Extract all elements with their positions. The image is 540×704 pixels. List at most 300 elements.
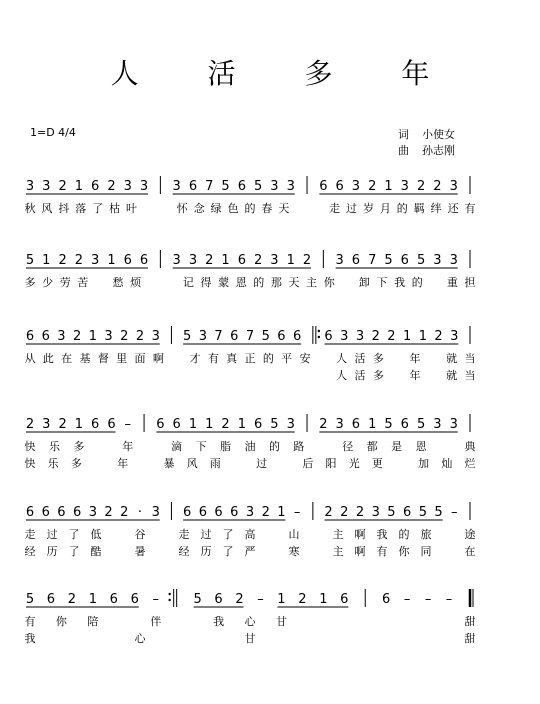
lyric-char: 伴 xyxy=(150,615,162,628)
note: 3 xyxy=(139,179,149,194)
note: 5 xyxy=(418,505,427,520)
note: – xyxy=(445,592,453,607)
note: 2 xyxy=(254,253,263,268)
note: 2 xyxy=(302,253,312,268)
note: 6 xyxy=(123,253,132,268)
lyric-char: 同 xyxy=(420,545,432,558)
lyric-char: 的 xyxy=(244,202,256,215)
lyric-char: 暑 xyxy=(134,545,146,558)
lyric-char: 才 xyxy=(189,352,201,365)
lyric-char: 天 xyxy=(278,202,290,215)
note: 2 xyxy=(221,417,230,432)
note: 2 xyxy=(58,417,67,432)
lyric-char: 劳 xyxy=(59,276,71,289)
lyric-char: 甘 xyxy=(275,615,287,628)
lyric-char: 下 xyxy=(376,276,388,289)
note: 3 xyxy=(270,253,279,268)
lyric-char: 我 xyxy=(213,615,225,628)
notation-system xyxy=(25,502,476,558)
lyric-char: 真 xyxy=(226,352,238,365)
lyric-char: 绊 xyxy=(430,202,442,215)
note: 2 xyxy=(74,253,84,268)
lyric-char: 天 xyxy=(288,276,300,289)
lyric-char: 年 xyxy=(409,369,421,382)
lyric-char: 脂 xyxy=(220,440,232,453)
lyric-char: 少 xyxy=(42,276,54,289)
note: 6 xyxy=(335,179,344,194)
lyric-char: 有 xyxy=(376,545,388,558)
song-title: 人 活 多 年 xyxy=(110,57,460,90)
note: 2 xyxy=(355,505,365,520)
lyric-char: 秋 xyxy=(24,202,36,215)
lyric-char: 了 xyxy=(222,545,234,558)
lyric-char: 多 xyxy=(70,457,82,470)
note: 5 xyxy=(254,179,263,194)
lyric-char: 怀 xyxy=(176,202,188,215)
lyric-char: 安 xyxy=(299,352,311,365)
lyric-char: 了 xyxy=(222,528,234,541)
lyric-char: 心 xyxy=(244,615,256,628)
lyric-char: 我 xyxy=(24,632,36,645)
lyric-char: 过 xyxy=(346,202,358,215)
note: 6 xyxy=(351,417,361,432)
lyric-char: 灿 xyxy=(441,457,453,470)
note: 1 xyxy=(403,329,412,344)
note: 2 xyxy=(107,179,116,194)
lyric-char: 山 xyxy=(288,528,300,541)
lyric-char: 正 xyxy=(244,352,256,365)
lyric-char: 甘 xyxy=(244,632,256,645)
lyric-char: 心 xyxy=(134,632,146,645)
lyric-char: 主 xyxy=(332,528,344,541)
note: 3 xyxy=(340,329,349,344)
lyric-char: 多 xyxy=(372,369,384,382)
note: 6 xyxy=(172,417,181,432)
notation-system xyxy=(25,589,476,645)
note: 3 xyxy=(286,417,295,432)
note: – xyxy=(152,592,159,607)
lyric-char: 加 xyxy=(418,457,430,470)
repeat-dot xyxy=(168,593,170,595)
note: 3 xyxy=(151,505,160,520)
lyric-char: 年 xyxy=(122,440,134,453)
note: 2 xyxy=(104,505,113,520)
lyric-char: 经 xyxy=(178,545,190,558)
note: 3 xyxy=(351,179,361,194)
note: – xyxy=(403,592,411,607)
note: 6 xyxy=(324,329,333,344)
lyric-char: 色 xyxy=(227,202,239,215)
note: 1 xyxy=(418,329,427,344)
notation-system xyxy=(25,414,477,470)
note: 6 xyxy=(41,505,50,520)
note: 2 xyxy=(67,592,77,607)
lyric-char: 陪 xyxy=(87,615,99,628)
lyric-char: 的 xyxy=(411,276,423,289)
lyric-char: 多 xyxy=(372,352,384,365)
note: 6 xyxy=(188,179,198,194)
note: 5 xyxy=(384,253,393,268)
note: 3 xyxy=(172,179,181,194)
lyric-char: 愁 xyxy=(112,276,124,289)
note: 5 xyxy=(193,592,202,607)
note: 1 xyxy=(319,592,328,607)
note: 6 xyxy=(237,253,246,268)
lyric-char: 当 xyxy=(464,352,476,365)
lyric-char: 叶 xyxy=(126,202,138,215)
lyric-char: 重 xyxy=(446,276,458,289)
note: 1 xyxy=(384,179,393,194)
note: 7 xyxy=(245,329,255,344)
lyric-char: 严 xyxy=(244,545,256,558)
lyric-char: 经 xyxy=(24,545,36,558)
lyric-char: 你 xyxy=(398,545,410,558)
notation-system xyxy=(25,250,476,289)
note: 2 xyxy=(25,417,35,432)
note: 3 xyxy=(42,179,51,194)
note: 3 xyxy=(245,505,255,520)
lyric-char: 啊 xyxy=(354,545,366,558)
lyric-char: 烦 xyxy=(130,276,142,289)
note: 1 xyxy=(221,253,230,268)
note: 6 xyxy=(139,253,149,268)
lyric-char: 还 xyxy=(447,202,459,215)
note: 5 xyxy=(221,179,230,194)
lyric-char: 主 xyxy=(306,276,318,289)
note: 1 xyxy=(88,329,97,344)
lyric-char: 的 xyxy=(262,352,274,365)
note: 1 xyxy=(277,505,286,520)
note: 3 xyxy=(286,179,295,194)
note: 3 xyxy=(433,417,442,432)
lyric-char: 典 xyxy=(464,440,476,453)
note: 3 xyxy=(449,179,458,194)
note: 2 xyxy=(319,417,328,432)
lyric-char: 了 xyxy=(68,528,80,541)
note: 1 xyxy=(42,253,51,268)
lyric-char: 督 xyxy=(97,352,109,365)
note: 5 xyxy=(261,329,270,344)
note: 6 xyxy=(230,329,239,344)
note: 1 xyxy=(277,592,286,607)
lyric-char: 有 xyxy=(24,615,36,628)
note: 1 xyxy=(107,253,116,268)
note: 6 xyxy=(73,505,82,520)
note: 1 xyxy=(286,253,295,268)
lyric-char: 担 xyxy=(464,276,476,289)
lyric-char: 甜 xyxy=(464,632,476,645)
lyric-char: 的 xyxy=(398,528,410,541)
lyric-char: 得 xyxy=(200,276,212,289)
note: 7 xyxy=(214,329,223,344)
lyric-char: 油 xyxy=(244,440,256,453)
lyric-char: 春 xyxy=(261,202,273,215)
lyric-char: 路 xyxy=(293,440,305,453)
note: 3 xyxy=(91,253,100,268)
lyric-char: 羁 xyxy=(413,202,425,215)
lyric-char: 年 xyxy=(409,352,421,365)
note: 3 xyxy=(355,329,365,344)
note: 6 xyxy=(91,179,100,194)
lyric-char: 绿 xyxy=(210,202,222,215)
note: 1 xyxy=(88,592,97,607)
note: 6 xyxy=(319,179,328,194)
lyric-char: 多 xyxy=(73,440,85,453)
note: · xyxy=(137,505,143,520)
lyric-char: 快 xyxy=(24,440,36,453)
lyricist-label: 词 xyxy=(398,128,409,141)
note: 1 xyxy=(237,417,246,432)
lyric-char: 念 xyxy=(193,202,205,215)
lyric-char: 径 xyxy=(342,440,354,453)
note: 6 xyxy=(57,505,66,520)
note: 3 xyxy=(57,329,66,344)
note: 6 xyxy=(91,417,100,432)
note: 6 xyxy=(277,329,286,344)
lyric-char: 烂 xyxy=(464,457,476,470)
lyric-char: 过 xyxy=(46,528,58,541)
lyric-char: 低 xyxy=(90,528,102,541)
note: 6 xyxy=(340,592,349,607)
lyric-char: 活 xyxy=(354,352,366,365)
notation-system xyxy=(25,176,476,215)
lyric-char: 当 xyxy=(464,369,476,382)
lyric-char: 是 xyxy=(391,440,403,453)
note: 3 xyxy=(335,417,344,432)
note: 3 xyxy=(335,253,344,268)
note: 3 xyxy=(400,179,409,194)
lyric-char: 我 xyxy=(376,528,388,541)
lyric-char: 人 xyxy=(336,352,348,365)
lyric-char: 落 xyxy=(75,202,87,215)
lyric-char: 面 xyxy=(134,352,146,365)
repeat-dot xyxy=(318,336,320,338)
lyric-char: 谷 xyxy=(134,528,146,541)
lyric-char: 途 xyxy=(464,528,476,541)
lyric-char: 光 xyxy=(348,457,360,470)
note: – xyxy=(424,592,432,607)
lyric-char: 月 xyxy=(379,202,391,215)
note: 2 xyxy=(433,179,442,194)
note: 3 xyxy=(371,505,380,520)
lyric-char: 暴 xyxy=(163,457,175,470)
lyric-char: 苦 xyxy=(77,276,89,289)
lyric-char: 风 xyxy=(186,457,198,470)
lyric-char: 有 xyxy=(464,202,476,215)
note: 3 xyxy=(188,253,198,268)
lyric-char: 主 xyxy=(332,545,344,558)
note: 2 xyxy=(261,505,270,520)
note: 6 xyxy=(214,505,223,520)
lyric-char: 都 xyxy=(366,440,378,453)
lyric-char: 抖 xyxy=(58,202,70,215)
note: 6 xyxy=(230,505,239,520)
lyric-char: 里 xyxy=(116,352,128,365)
note: 2 xyxy=(368,179,377,194)
lyric-char: 恩 xyxy=(415,440,427,453)
note: 2 xyxy=(324,505,333,520)
note: 6 xyxy=(403,505,412,520)
repeat-dot xyxy=(318,330,320,332)
note: 2 xyxy=(416,179,426,194)
key-signature: 1=D 4/4 xyxy=(30,126,76,139)
note: 3 xyxy=(88,505,97,520)
lyric-char: 走 xyxy=(329,202,341,215)
lyric-char: 滴 xyxy=(171,440,183,453)
note: 6 xyxy=(41,329,50,344)
lyric-char: 酷 xyxy=(90,545,102,558)
note: 6 xyxy=(198,505,207,520)
repeat-dot xyxy=(168,599,170,601)
lyric-char: 下 xyxy=(195,440,207,453)
note: 2 xyxy=(235,592,244,607)
lyric-char: 枯 xyxy=(109,202,121,215)
lyric-char: 历 xyxy=(46,545,58,558)
lyric-char: 就 xyxy=(446,352,458,365)
lyric-char: 多 xyxy=(24,276,36,289)
lyric-char: 过 xyxy=(200,528,212,541)
lyric-char: 雨 xyxy=(209,457,221,470)
note: 5 xyxy=(416,417,426,432)
lyric-char: 历 xyxy=(200,545,212,558)
note: 2 xyxy=(120,329,129,344)
note: 1 xyxy=(188,417,198,432)
note: – xyxy=(257,592,264,607)
note: 5 xyxy=(25,592,35,607)
note: 1 xyxy=(205,417,214,432)
note: 6 xyxy=(25,505,35,520)
note: 6 xyxy=(237,179,246,194)
lyric-char: 从 xyxy=(24,352,36,365)
note: 3 xyxy=(42,417,51,432)
note: 5 xyxy=(384,417,393,432)
note: 2 xyxy=(434,329,443,344)
note: 3 xyxy=(449,253,458,268)
note: 6 xyxy=(293,329,302,344)
note: 2 xyxy=(298,592,307,607)
lyric-char: 在 xyxy=(464,545,476,558)
note: 1 xyxy=(74,417,84,432)
note: – xyxy=(124,417,132,432)
lyric-char: 走 xyxy=(24,528,36,541)
lyric-char: 旅 xyxy=(420,528,432,541)
note: 5 xyxy=(416,253,426,268)
note: 3 xyxy=(449,417,458,432)
lyric-char: 风 xyxy=(41,202,53,215)
note: 6 xyxy=(25,329,35,344)
composer-label: 曲 xyxy=(398,144,409,157)
note: 2 xyxy=(371,329,380,344)
lyric-char: 高 xyxy=(244,528,256,541)
note: 6 xyxy=(214,592,223,607)
lyricist-name: 小使女 xyxy=(422,128,455,141)
note: 2 xyxy=(205,253,214,268)
lyric-char: 那 xyxy=(270,276,282,289)
note: 2 xyxy=(58,179,67,194)
note: 2 xyxy=(340,505,349,520)
note: 2 xyxy=(73,329,82,344)
note: 2 xyxy=(387,329,396,344)
lyric-char: 的 xyxy=(396,202,408,215)
lyric-char: 啊 xyxy=(354,528,366,541)
lyric-char: 活 xyxy=(354,369,366,382)
lyric-char: 恩 xyxy=(235,276,247,289)
lyric-char: 蒙 xyxy=(218,276,230,289)
note: 6 xyxy=(109,592,118,607)
note: 6 xyxy=(156,417,165,432)
lyric-char: 基 xyxy=(79,352,91,365)
lyric-char: 你 xyxy=(55,615,67,628)
composer-name: 孙志刚 xyxy=(422,144,455,157)
note: 3 xyxy=(450,329,459,344)
lyric-char: 人 xyxy=(336,369,348,382)
note: 5 xyxy=(25,253,35,268)
note: 3 xyxy=(25,179,35,194)
note: 6 xyxy=(46,592,56,607)
lyric-char: 就 xyxy=(446,369,458,382)
lyric-char: 后 xyxy=(302,457,314,470)
lyric-char: 更 xyxy=(371,457,383,470)
lyric-char: 甜 xyxy=(464,615,476,628)
lyric-char: 了 xyxy=(92,202,104,215)
lyric-char: 年 xyxy=(117,457,129,470)
lyric-char: 啊 xyxy=(152,352,164,365)
note: 2 xyxy=(58,253,67,268)
lyric-char: 在 xyxy=(61,352,73,365)
note: – xyxy=(451,505,458,520)
note: 6 xyxy=(400,253,409,268)
lyric-char: 了 xyxy=(68,545,80,558)
note: 7 xyxy=(368,253,377,268)
note: 3 xyxy=(172,253,181,268)
note: 5 xyxy=(387,505,396,520)
note: 1 xyxy=(368,417,377,432)
note: 2 xyxy=(120,505,129,520)
lyric-char: 卸 xyxy=(358,276,370,289)
note: 6 xyxy=(400,417,409,432)
lyric-char: 的 xyxy=(253,276,265,289)
note: 6 xyxy=(254,417,263,432)
note: 3 xyxy=(151,329,160,344)
note: 6 xyxy=(382,592,391,607)
notation-system xyxy=(25,326,476,382)
note: 3 xyxy=(270,179,279,194)
lyric-char: 乐 xyxy=(48,440,60,453)
lyric-char: 的 xyxy=(268,440,280,453)
lyric-char: 记 xyxy=(182,276,194,289)
lyric-char: 走 xyxy=(178,528,190,541)
note: 3 xyxy=(433,253,442,268)
lyric-char: 你 xyxy=(323,276,335,289)
note: 3 xyxy=(198,329,207,344)
note: 5 xyxy=(183,329,192,344)
note: 3 xyxy=(104,329,113,344)
note: 5 xyxy=(434,505,443,520)
lyric-char: 岁 xyxy=(362,202,374,215)
note: 3 xyxy=(123,179,132,194)
note: 2 xyxy=(135,329,145,344)
lyric-char: 阳 xyxy=(325,457,337,470)
note: 7 xyxy=(205,179,214,194)
note: 6 xyxy=(183,505,192,520)
lyric-char: 寒 xyxy=(288,545,300,558)
lyric-char: 快 xyxy=(24,457,36,470)
note: – xyxy=(293,505,301,520)
lyric-char: 此 xyxy=(42,352,54,365)
note: 6 xyxy=(351,253,361,268)
note: 1 xyxy=(74,179,84,194)
note: 6 xyxy=(130,592,139,607)
